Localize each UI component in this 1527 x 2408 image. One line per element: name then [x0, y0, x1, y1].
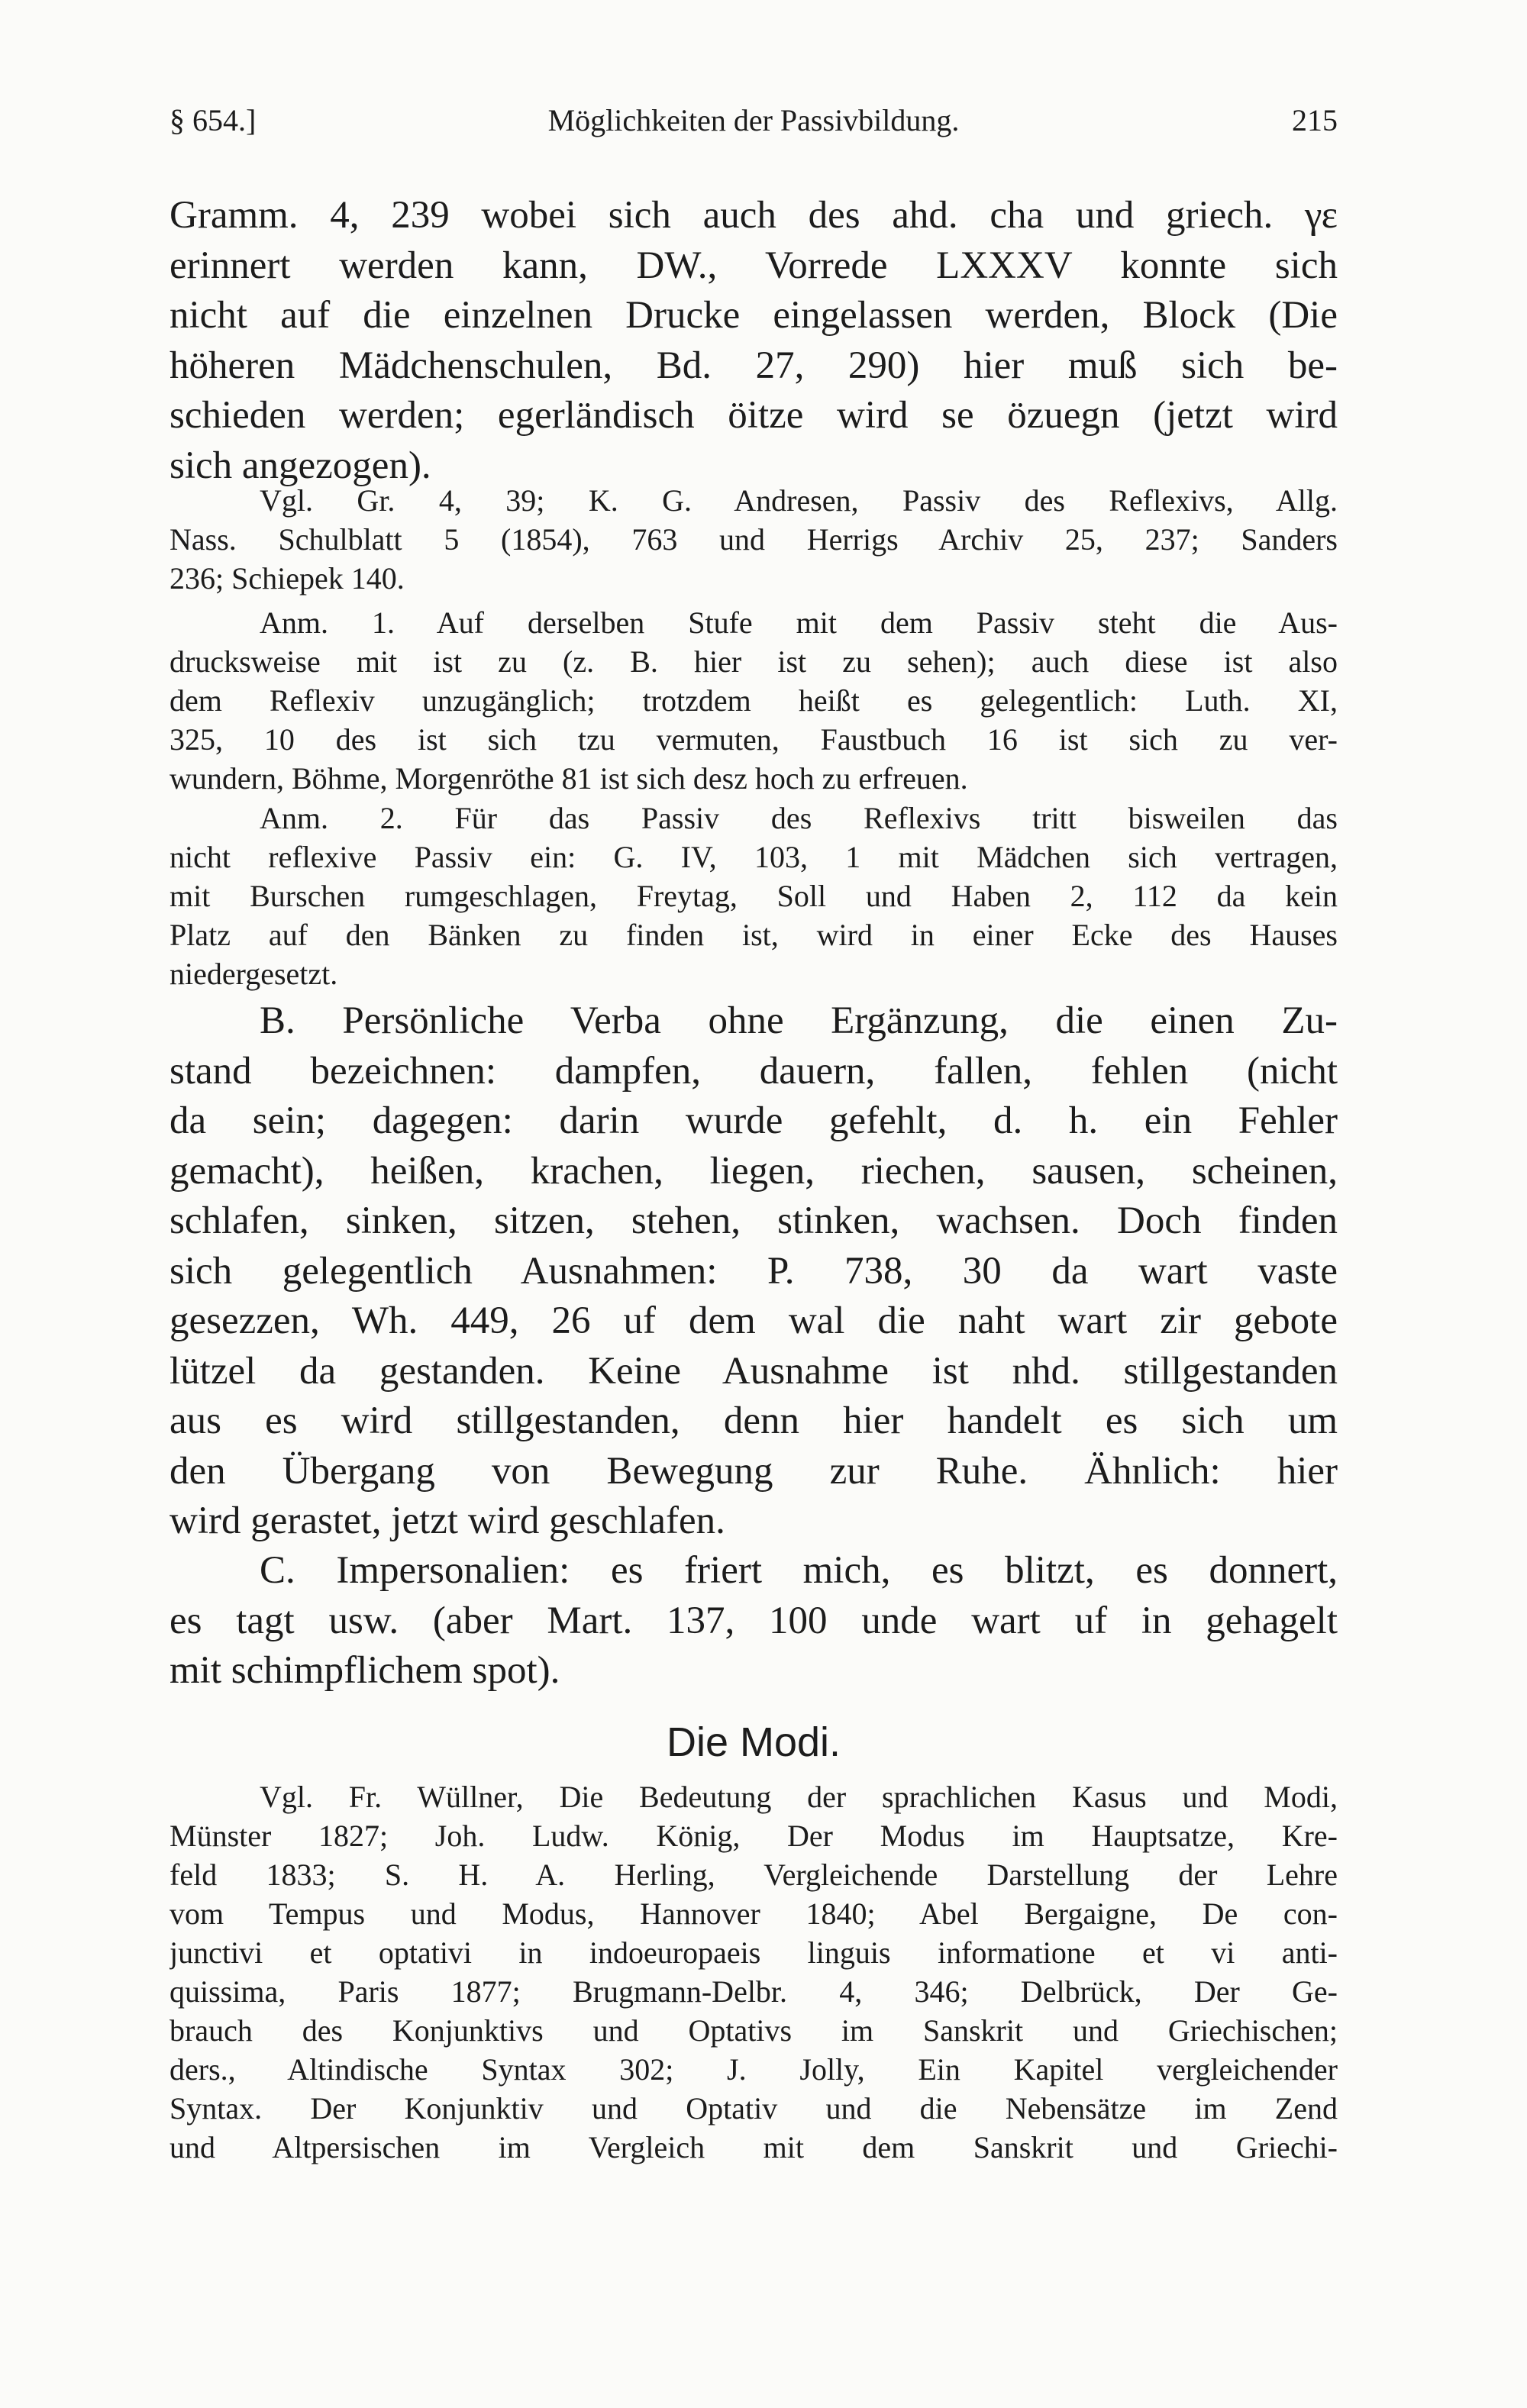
text-line: ders., Altindische Syntax 302; J. Jolly, Ein Kapitel vergleichender	[169, 2052, 1338, 2087]
text-line: 325, 10 des ist sich tzu vermuten, Faustbuch 16 ist sich zu ver-	[169, 722, 1338, 757]
text-line: den Übergang von Bewegung zur Ruhe. Ähnlich: hier	[169, 1449, 1338, 1493]
text-line: C. Impersonalien: es friert mich, es blitzt, es donnert,	[260, 1549, 1338, 1592]
text-line: vom Tempus und Modus, Hannover 1840; Abel Bergaigne, De con-	[169, 1896, 1338, 1931]
text-line: Vgl. Gr. 4, 39; K. G. Andresen, Passiv des Reflexivs, Allg.	[260, 483, 1338, 518]
text-line: nicht auf die einzelnen Drucke eingelassen werden, Block (Die	[169, 294, 1338, 337]
text-line: schlafen, sinken, sitzen, stehen, stinken, wachsen. Doch finden	[169, 1199, 1338, 1242]
text-line: Platz auf den Bänken zu finden ist, wird in einer Ecke des Hauses	[169, 918, 1338, 952]
text-line: feld 1833; S. H. A. Herling, Vergleichende Darstellung der Lehre	[169, 1858, 1338, 1892]
text-line: gemacht), heißen, krachen, liegen, riechen, sausen, scheinen,	[169, 1149, 1338, 1193]
paragraph-continuation	[169, 191, 1338, 491]
text-line: wundern, Böhme, Morgenröthe 81 ist sich desz hoch zu erfreuen.	[169, 761, 968, 796]
text-line: Münster 1827; Joh. Ludw. König, Der Modus im Hauptsatze, Kre-	[169, 1819, 1338, 1853]
text-line: und Altpersischen im Vergleich mit dem Sanskrit und Griechi-	[169, 2130, 1338, 2164]
text-line: B. Persönliche Verba ohne Ergänzung, die einen Zu-	[260, 999, 1338, 1042]
text-line: sich angezogen).	[169, 444, 431, 487]
text-line: Nass. Schulblatt 5 (1854), 763 und Herrigs Archiv 25, 237; Sanders	[169, 522, 1338, 557]
text-line: brauch des Konjunktivs und Optativs im Sanskrit und Griechischen;	[169, 2013, 1338, 2048]
text-line: schieden werden; egerländisch öitze wird se özuegn (jetzt wird	[169, 394, 1338, 437]
text-line: nicht reflexive Passiv ein: G. IV, 103, 1 mit Mädchen sich vertragen,	[169, 840, 1338, 874]
text-line: drucksweise mit ist zu (z. B. hier ist zu sehen); auch diese ist also	[169, 644, 1338, 679]
text-line: quissima, Paris 1877; Brugmann-Delbr. 4, 346; Delbrück, Der Ge-	[169, 1974, 1338, 2009]
text-line: stand bezeichnen: dampfen, dauern, fallen, fehlen (nicht	[169, 1049, 1338, 1093]
section-heading: Die Modi.	[666, 1719, 841, 1765]
text-line: Vgl. Fr. Wüllner, Die Bedeutung der sprachlichen Kasus und Modi,	[260, 1780, 1338, 1814]
text-line: junctivi et optativi in indoeuropaeis linguis informatione et vi anti-	[169, 1935, 1338, 1970]
text-line: Anm. 2. Für das Passiv des Reflexivs tritt bisweilen das	[260, 801, 1338, 835]
references-paragraph	[169, 481, 1338, 598]
running-title: Möglichkeiten der Passivbildung.	[547, 103, 960, 137]
text-line: wird gerastet, jetzt wird geschlafen.	[169, 1499, 725, 1542]
text-line: mit schimpflichem spot).	[169, 1649, 560, 1692]
text-line: höheren Mädchenschulen, Bd. 27, 290) hier muß sich be-	[169, 344, 1338, 387]
text-line: Gramm. 4, 239 wobei sich auch des ahd. cha und griech. γε	[169, 194, 1338, 237]
text-line: lützel da gestanden. Keine Ausnahme ist nhd. stillgestanden	[169, 1349, 1338, 1393]
text-line: Anm. 1. Auf derselben Stufe mit dem Passiv steht die Aus-	[260, 605, 1338, 640]
text-line: niedergesetzt.	[169, 957, 338, 991]
text-line: mit Burschen rumgeschlagen, Freytag, Soll und Haben 2, 112 da kein	[169, 879, 1338, 913]
page-number: 215	[1292, 103, 1338, 137]
text-line: da sein; dagegen: darin wurde gefehlt, d. h. ein Fehler	[169, 1099, 1338, 1142]
note-anm-1	[169, 603, 1338, 798]
text-line: erinnert werden kann, DW., Vorrede LXXXV konnte sich	[169, 244, 1338, 287]
text-line: 236; Schiepek 140.	[169, 561, 405, 596]
text-line: es tagt usw. (aber Mart. 137, 100 unde wart uf in gehagelt	[169, 1599, 1338, 1642]
section-c	[169, 1546, 1338, 1696]
text-line: dem Reflexiv unzugänglich; trotzdem heißt es gelegentlich: Luth. XI,	[169, 683, 1338, 718]
modi-references	[169, 1777, 1338, 2167]
text-line: aus es wird stillgestanden, denn hier handelt es sich um	[169, 1399, 1338, 1442]
text-line: gesezzen, Wh. 449, 26 uf dem wal die naht wart zir gebote	[169, 1299, 1338, 1342]
section-number: § 654.]	[169, 103, 257, 137]
note-anm-2	[169, 799, 1338, 993]
text-line: Syntax. Der Konjunktiv und Optativ und die Nebensätze im Zend	[169, 2091, 1338, 2126]
running-header	[169, 98, 1338, 144]
text-line: sich gelegentlich Ausnahmen: P. 738, 30 da wart vaste	[169, 1249, 1338, 1293]
section-b	[169, 996, 1338, 1547]
